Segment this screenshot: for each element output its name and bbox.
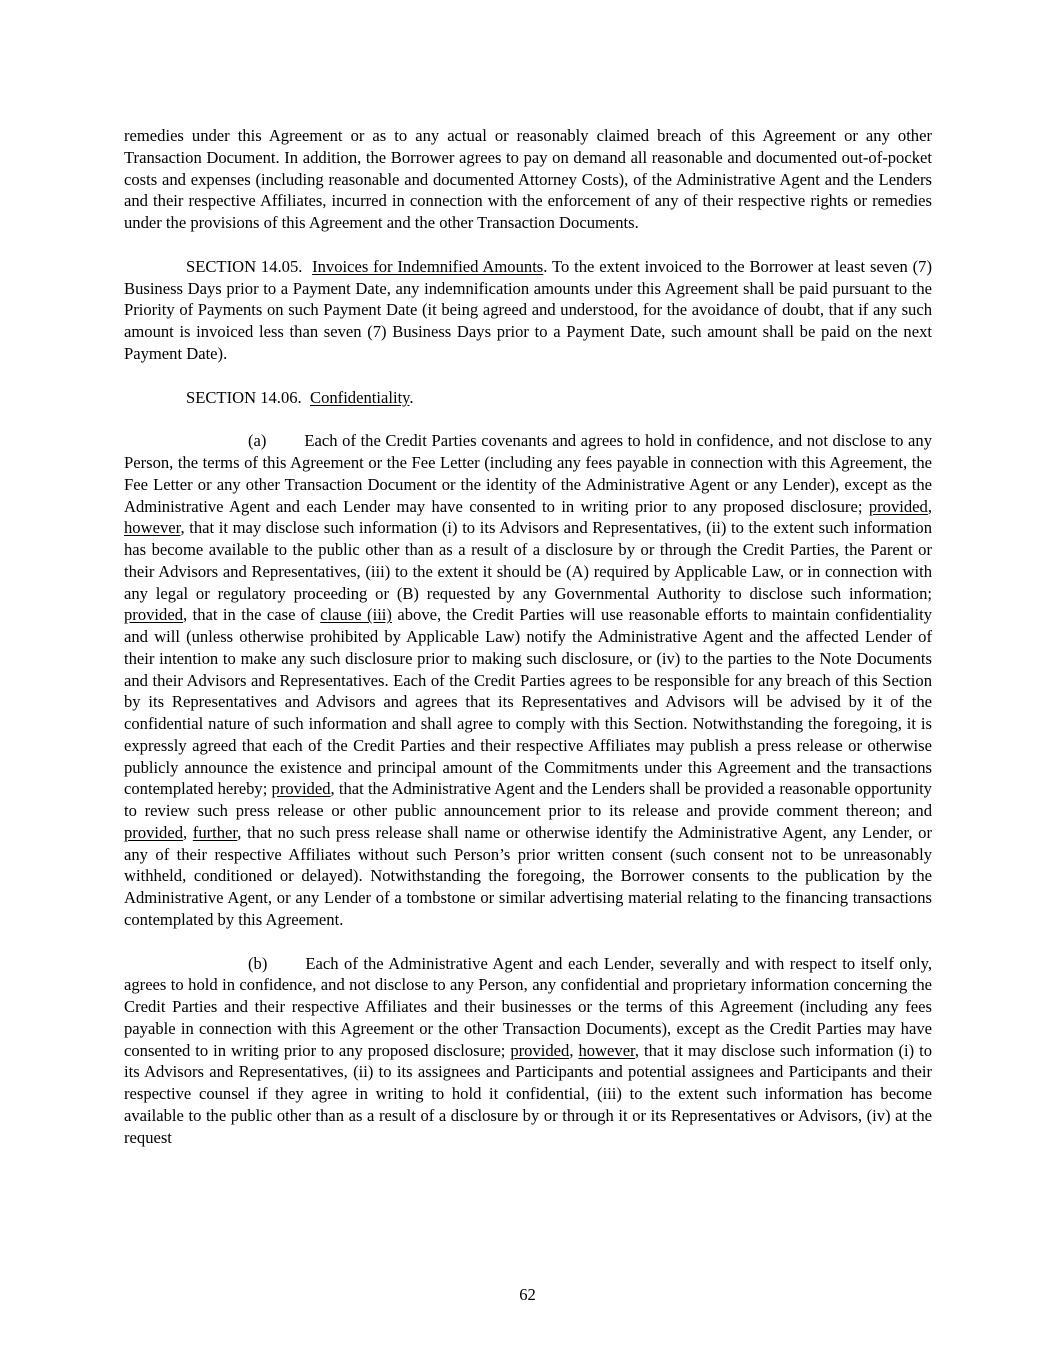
paragraph-a-text-1: Each of the Credit Parties covenants and agrees to hold in confidence, and not disclose to any Person, the terms of this Agreement or the Fee Letter (including any fees payable in connection with this Agreement, the Fee Letter or any other Transaction Document or the identity of the Administrative Agent or any Lender), except as the Administrative Agent and each Lender may have consented to in writing prior to any proposed disclosure; — [124, 431, 932, 516]
section-14-06-title-end: . — [409, 387, 414, 407]
document-body — [124, 125, 932, 1148]
section-14-05-title: Invoices for Indemnified Amounts — [312, 256, 544, 276]
paragraph-a-provided-3: provided — [271, 779, 331, 799]
section-14-06-heading — [124, 387, 932, 409]
section-14-05 — [124, 256, 932, 365]
paragraph-continuation: remedies under this Agreement or as to any actual or reasonably claimed breach of this Agreement or any other Transaction Document. In addition, the Borrower agrees to pay on demand all reasonable and documented out-of-pocket costs and expenses (including reasonable and documented Attorney Costs), of the Administrative Agent and the Lenders and their respective Affiliates, incurred in connection with the enforcement of any of their respective rights or remedies under the provisions of this Agreement and the other Transaction Documents. — [124, 126, 932, 232]
section-14-06-title: Confidentiality — [310, 387, 410, 407]
paragraph-a-text-7: , — [183, 822, 193, 842]
paragraph-a-text-5: above, the Credit Parties will use reasonable efforts to maintain confidentiality and will (unless otherwise prohibited by Applicable Law) notify the Administrative Agent and the affected Lender of their intention to make any such disclosure prior to making such disclosure, or (iv) to the parties to the Note Documents and their Advisors and Representatives. Each of the Credit Parties agrees to be responsible for any breach of this Section by its Representatives and Advisors and agrees that its Representatives and Advisors will be advised by it of the confidential nature of such information and shall agree to comply with this Section. Notwithstanding the foregoing, it is expressly agreed that each of the Credit Parties and their respective Affiliates may publish a press release or otherwise publicly announce the existence and principal amount of the Commitments under this Agreement and the transactions contemplated hereby; — [124, 605, 932, 799]
paragraph-a-provided-4: provided — [124, 822, 183, 842]
section-14-06-number: SECTION 14.06. — [186, 387, 302, 407]
paragraph-b — [124, 953, 932, 1149]
section-14-05-number: SECTION 14.05. — [186, 256, 303, 276]
paragraph-a-text-8: , that no such press release shall name or otherwise identify the Administrative Agent, any Lender, or any of their respective Affiliates without such Person’s prior written consent (such consent not to be unreasonably withheld, conditioned or delayed). Notwithstanding the foregoing, the Borrower consents to the publication by the Administrative Agent, or any Lender of a tombstone or similar advertising material relating to the financing transactions contemplated by this Agreement. — [124, 822, 932, 929]
paragraph-b-text-3: , that it may disclose such information (i) to its Advisors and Representatives, (ii) to its assignees and Participants and potential assignees and Participants and their respective counsel if they agree in writing to hold it confidential, (iii) to the extent such information has become available to the public other than as a result of a disclosure by or through it or its Representatives or Advisors, (iv) at the request — [124, 1040, 933, 1147]
paragraph-a-label: (a) — [248, 431, 267, 451]
paragraph-b-label: (b) — [248, 953, 268, 973]
paragraph-a-provided-1: provided — [868, 496, 928, 516]
paragraph-a-clause-iii: clause (iii) — [320, 605, 392, 625]
paragraph-b-text-1: Each of the Administrative Agent and each Lender, severally and with respect to itself only, agrees to hold in confidence, and not disclose to any Person, any confidential and proprietary information concerning the Credit Parties and their respective Affiliates and their businesses or the terms of this Agreement (including any fees payable in connection with this Agreement or the other Transaction Documents), except as the Credit Parties may have consented to in writing prior to any proposed disclosure; — [124, 953, 932, 1060]
paragraph-a-text-3: , that it may disclose such information (i) to its Advisors and Representatives, (ii) to the extent such information has become available to the public other than as a result of a disclosure by or through the Credit Parties, the Parent or their Advisors and Representatives, (iii) to the extent it should be (A) required by Applicable Law, or in connection with any legal or regulatory proceeding or (B) requested by any Governmental Authority to disclose such information; — [124, 518, 932, 603]
paragraph-a-further: further — [192, 822, 238, 842]
paragraph-a-text-2: , — [927, 496, 932, 516]
paragraph-a-however: however — [124, 518, 181, 538]
paragraph-b-provided: provided — [510, 1040, 570, 1060]
section-14-05-body: . To the extent invoiced to the Borrower at least seven (7) Business Days prior to a Payment Date, any indemnification amounts under this Agreement shall be paid pursuant to the Priority of Payments on such Payment Date (it being agreed and understood, for the avoidance of doubt, that if any such amount is invoiced less than seven (7) Business Days prior to a Payment Date, such amount shall be paid on the next Payment Date). — [124, 256, 932, 363]
paragraph-b-however: however — [578, 1040, 635, 1060]
paragraph-b-text-2: , — [569, 1040, 579, 1060]
paragraph-a-text-6: , that the Administrative Agent and the Lenders shall be provided a reasonable opportunity to review such press release or other public announcement prior to its release and provide comment thereon; and — [124, 779, 932, 820]
paragraph-a — [124, 430, 932, 930]
paragraph-a-provided-2: provided — [124, 605, 183, 625]
page-number: 62 — [519, 1285, 536, 1304]
paragraph-a-text-4: , that in the case of — [183, 605, 321, 625]
